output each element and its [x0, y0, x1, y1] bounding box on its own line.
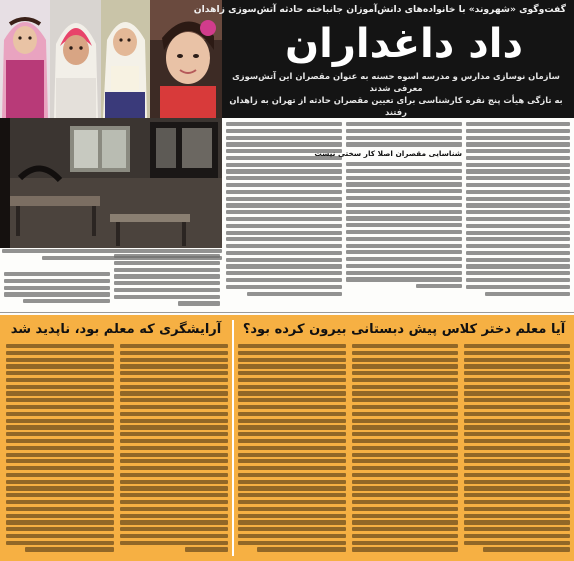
- box-left-title: آرایشگری که معلم بود، ناپدید شد: [10, 322, 222, 337]
- victim-photo-3: [50, 0, 101, 118]
- subhead-line-1: سازمان نوسازی مدارس و مدرسه اسوه حسنه به عنوان مقصران این آتش‌سوزی معرفی شدند: [232, 71, 560, 93]
- article-headline: داد داغداران: [285, 21, 523, 67]
- orange-divider: [232, 320, 234, 556]
- subhead-line-2: به تازگی هیأت پنج نفره کارشناسی برای تعیین مقصران حادثه از تهران به زاهدان رفتند: [229, 95, 563, 117]
- box-right-column-1: [238, 344, 346, 556]
- victim-photo-4: [0, 0, 50, 118]
- article-subhead: [226, 70, 566, 118]
- column-subhead: شناسایی مقصران اصلا کار سختی نیست: [314, 149, 462, 159]
- headline-band: [193, 0, 574, 118]
- box-right-title: آیا معلم دختر کلاس پیش دبستانی بیرون کرده بود؟: [242, 322, 566, 337]
- burned-classroom-photo: [0, 118, 222, 248]
- upper-column-1: [4, 272, 110, 310]
- victim-photo-1: [150, 0, 222, 118]
- box-right-column-3: [464, 344, 570, 556]
- victim-photo-strip: [0, 0, 222, 118]
- box-right-column-2: [352, 344, 458, 556]
- article-kicker: گفت‌وگوی «شهروند» با خانواده‌های دانش‌آموزان جانباخته حادثه آتش‌سوزی زاهدان: [193, 4, 566, 15]
- section-rule: [0, 312, 574, 313]
- upper-column-4: [314, 122, 462, 312]
- upper-column-5: [466, 122, 570, 312]
- upper-column-2: [114, 254, 220, 310]
- victim-photo-2: [101, 0, 150, 118]
- box-left-column-2: [120, 344, 228, 556]
- box-left-column-1: [6, 344, 114, 556]
